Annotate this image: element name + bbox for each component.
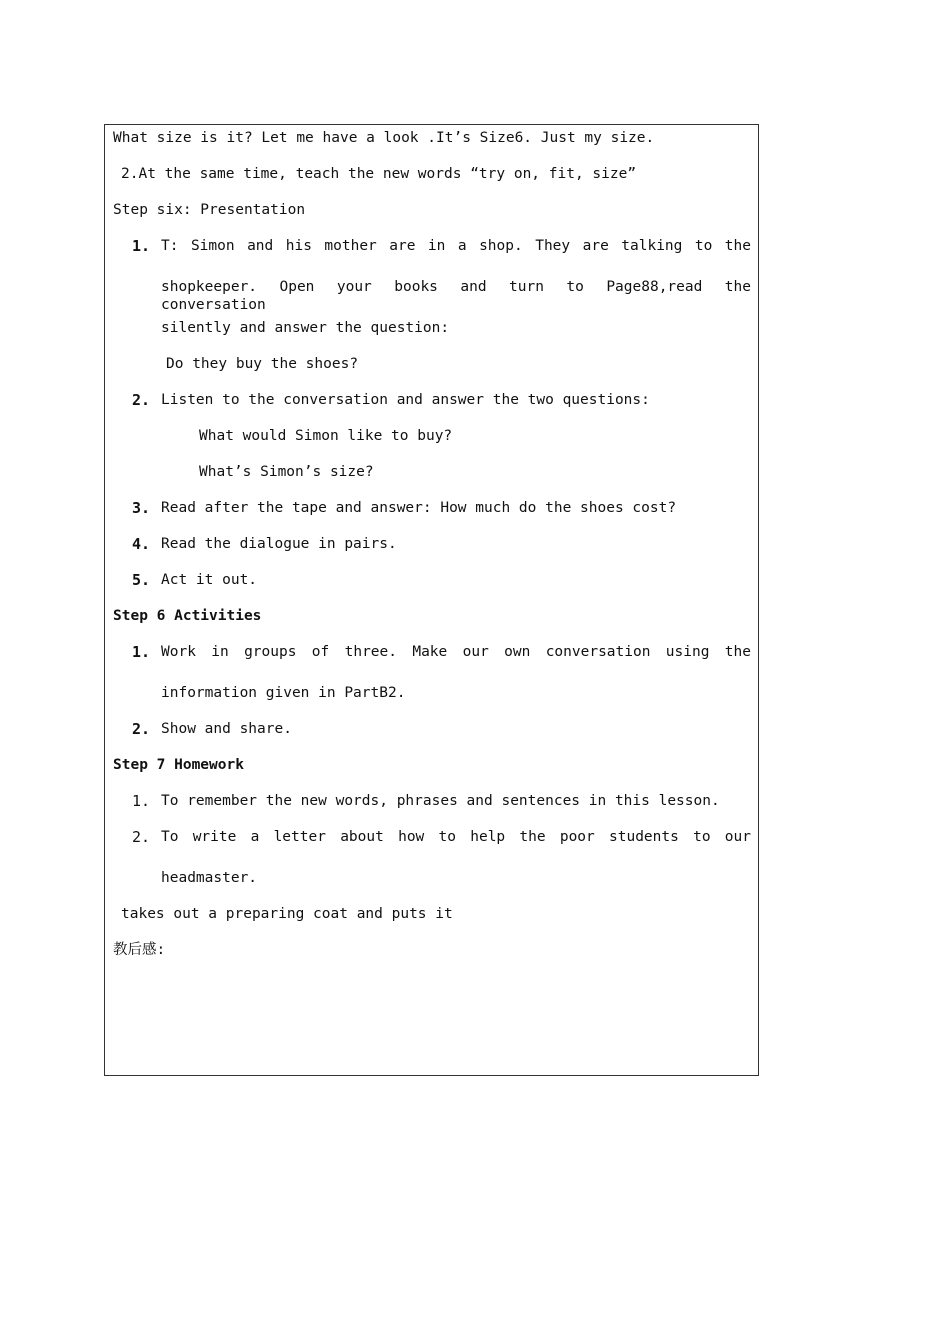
list-number: 1. [132, 237, 151, 255]
lesson-plan-table-cell [104, 124, 759, 1076]
text-line: takes out a preparing coat and puts it [121, 906, 453, 922]
list-item-text: Listen to the conversation and answer the two questions: [161, 392, 650, 408]
question-text: Do they buy the shoes? [166, 356, 359, 372]
question-text: What’s Simon’s size? [199, 464, 374, 480]
list-item-text: information given in PartB2. [161, 685, 406, 701]
step-heading: Step 6 Activities [113, 608, 262, 624]
list-number: 2. [132, 828, 151, 846]
list-item-text: T: Simon and his mother are in a shop. They are talking to the [161, 238, 751, 254]
list-number: 1. [132, 792, 151, 810]
list-item-text: To remember the new words, phrases and sentences in this lesson. [161, 793, 720, 809]
list-item-text: headmaster. [161, 870, 258, 886]
list-item-text: Work in groups of three. Make our own conversation using the [161, 644, 751, 660]
list-item-text: Read after the tape and answer: How much do the shoes cost? [161, 500, 677, 516]
text-line: 2.At the same time, teach the new words “try on, fit, size” [121, 166, 637, 182]
list-item-text: shopkeeper. Open your books and turn to Page88,read the conversation [161, 279, 751, 313]
list-number: 2. [132, 391, 151, 409]
reflection-label: 教后感: [113, 942, 166, 958]
step-heading: Step six: Presentation [113, 202, 306, 218]
list-item-text: To write a letter about how to help the poor students to our [161, 829, 751, 845]
list-number: 5. [132, 571, 151, 589]
list-item-text: Read the dialogue in pairs. [161, 536, 397, 552]
list-item-text: Show and share. [161, 721, 292, 737]
list-number: 1. [132, 643, 151, 661]
text-line: What size is it? Let me have a look .It’s Size6. Just my size. [113, 130, 655, 146]
list-item-text: Act it out. [161, 572, 258, 588]
list-number: 3. [132, 499, 151, 517]
list-number: 4. [132, 535, 151, 553]
question-text: What would Simon like to buy? [199, 428, 453, 444]
list-item-text: silently and answer the question: [161, 320, 450, 336]
list-number: 2. [132, 720, 151, 738]
step-heading: Step 7 Homework [113, 757, 244, 773]
